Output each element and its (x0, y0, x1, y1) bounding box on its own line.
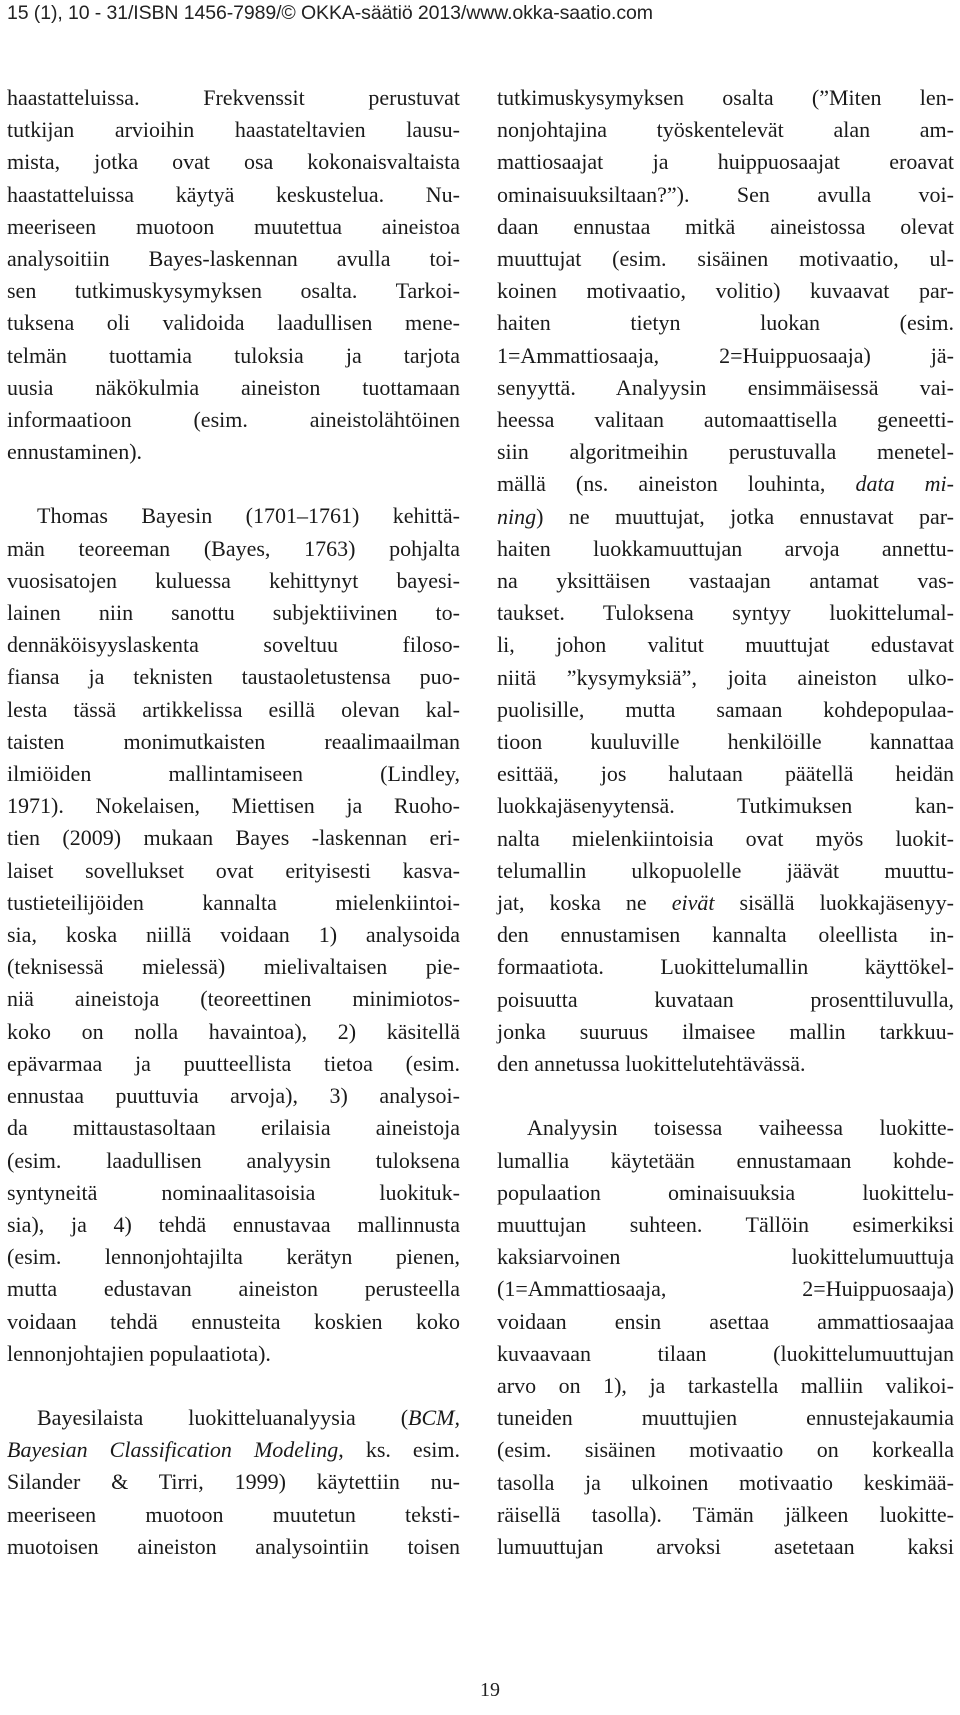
text-line: ominaisuuksiltaan?”). Sen avulla voi- (497, 181, 954, 207)
text-line: kuvaavaan tilaan (luokittelumuuttujan (497, 1340, 954, 1366)
text-line: mattiosaajat ja huippuosaajat eroavat (497, 149, 954, 175)
text-line: sia), ja 4) tehdä ennustavaa mallinnusta (7, 1211, 460, 1237)
text-line: kaksiarvoinen luokittelumuuttuja (497, 1244, 954, 1270)
text-line: telumallin ulkopuolelle jäävät muuttu- (497, 857, 954, 883)
paragraph (7, 82, 460, 468)
text-line: tasolla ja ulkoinen motivaatio keskimää- (497, 1469, 954, 1495)
text-line: laiset sovellukset ovat erityisesti kasva- (7, 857, 460, 883)
text-line: tutkijan arvioihin haastateltavien lausu- (7, 117, 460, 143)
text-run: ) ne muuttujat, jotka ennustavat par- (536, 503, 954, 529)
text-line: haiten tietyn luokan (esim. (497, 310, 954, 336)
text-line: (esim. sisäinen motivaatio on korkealla (497, 1437, 954, 1463)
right-column (497, 82, 954, 1563)
text-line: 1=Ammattiosaaja, 2=Huippuosaaja) jä- (497, 342, 954, 368)
text-line: tuneiden muuttujien ennustejakaumia (497, 1405, 954, 1431)
text-line (7, 1402, 460, 1434)
text-line: den annetussa luokittelutehtävässä. (497, 1051, 806, 1077)
text-line: ennustaminen). (7, 439, 143, 465)
text-line: (teknisessä mielessä) mielivaltaisen pie- (7, 954, 460, 980)
italic-run: ning (497, 503, 537, 529)
text-line: fiansa ja teknisten taustaoletustensa puo- (7, 664, 460, 690)
text-line: tioon kuuluville henkilöille kannattaa (497, 729, 954, 755)
text-line: (1=Ammattiosaaja, 2=Huippuosaaja) (497, 1276, 954, 1302)
text-line: lumallia käytetään ennustamaan kohde- (497, 1147, 954, 1173)
text-line: vuosisatojen kuluessa kehittynyt bayesi- (7, 567, 460, 593)
text-line: voidaan ensin asettaa ammattiosaajaa (497, 1308, 954, 1334)
text-line: li, johon valitut muuttujat edustavat (497, 632, 954, 658)
text-line: poisuutta kuvataan prosenttiluvulla, (497, 986, 954, 1012)
text-line: nalta mielenkiintoisia ovat myös luokit- (497, 825, 954, 851)
text-line: puolisille, mutta samaan kohdepopulaa- (497, 696, 954, 722)
text-line: lennonjohtajien populaatiota). (7, 1340, 271, 1366)
text-line: tien (2009) mukaan Bayes -laskennan eri- (7, 825, 460, 851)
italic-run: eivät (671, 890, 715, 916)
text-line: informaatioon (esim. aineistolähtöinen (7, 407, 460, 433)
journal-header: 15 (1), 10 - 31/ISBN 1456-7989/© OKKA-säätiö 2013/www.okka-saatio.com (7, 2, 653, 24)
text-line: mista, jotka ovat osa kokonaisvaltaista (7, 149, 460, 175)
text-line: niä aineistoja (teoreettinen minimiotos- (7, 986, 460, 1012)
left-column (7, 82, 460, 1563)
paragraph (497, 82, 954, 1080)
text-line: daan ennustaa mitkä aineistossa olevat (497, 213, 954, 239)
text-line: tuksena oli validoida laadullisen mene- (7, 310, 460, 336)
text-line: koko on nolla havaintoa), 2) käsitellä (7, 1018, 460, 1044)
text-line: ennustaa puuttuvia arvoja), 3) analysoi- (7, 1083, 460, 1109)
text-line: Thomas Bayesin (1701–1761) kehittä- (37, 503, 460, 529)
text-line: niitä ”kysymyksiä”, joita aineiston ulko- (497, 664, 954, 690)
page-number: 19 (480, 1679, 500, 1701)
text-line: lainen niin sanottu subjektiivinen to- (7, 600, 460, 626)
text-line: arvo on 1), ja tarkastella malliin valikoi- (497, 1372, 954, 1398)
text-line: haastatteluissa. Frekvenssit perustuvat (7, 85, 460, 110)
italic-run: BCM, (408, 1404, 460, 1430)
text-run: jat, koska ne (497, 890, 672, 916)
text-line: jonka suuruus ilmaisee mallin tarkkuu- (497, 1018, 954, 1044)
text-line: haastatteluissa käytyä keskustelua. Nu- (7, 181, 460, 207)
text-line: meeriseen muotoon muutetun teksti- (7, 1501, 460, 1527)
text-line: formaatiota. Luokittelumallin käyttökel- (497, 954, 954, 980)
text-line: epävarmaa ja puutteellista tietoa (esim. (7, 1050, 460, 1076)
text-line (497, 887, 954, 919)
text-line: siin algoritmeihin perustuvalla menetel- (497, 439, 954, 465)
text-line: koinen motivaatio, volitio) kuvaavat par- (497, 278, 954, 304)
text-line: uusia näkökulmia aineiston tuottamaan (7, 374, 460, 400)
text-run: mällä (ns. aineiston louhinta, (497, 471, 856, 497)
text-line: räisellä tasolla). Tämän jälkeen luokitte- (497, 1501, 954, 1527)
text-line: muuttujan suhteen. Tällöin esimerkiksi (497, 1211, 954, 1237)
text-line: män teoreeman (Bayes, 1763) pohjalta (7, 535, 460, 561)
text-line: dennäköisyyslaskenta soveltuu filoso- (7, 632, 460, 658)
text-line: syntyneitä nominaalitasoisia luokituk- (7, 1179, 460, 1205)
text-line: luokkajäsenyytensä. Tutkimuksen kan- (497, 793, 954, 819)
text-line: taisten monimutkaisten reaalimaailman (7, 728, 460, 754)
text-line: ilmiöiden mallintamiseen (Lindley, (7, 761, 460, 787)
paragraph (7, 500, 460, 1369)
text-line: tustieteilijöiden kannalta mielenkiintoi- (7, 889, 460, 915)
text-line: nonjohtajina työskentelevät alan am- (497, 117, 954, 143)
text-line: taukset. Tuloksena syntyy luokittelumal- (497, 600, 954, 626)
text-line: senyyttä. Analyysin ensimmäisessä vai- (497, 374, 954, 400)
text-run: , ks. esim. (338, 1437, 460, 1463)
text-line: haiten luokkamuuttujan arvoja annettu- (497, 535, 954, 561)
text-line: 1971). Nokelaisen, Miettisen ja Ruoho- (7, 793, 460, 819)
text-line (497, 468, 954, 500)
text-line: sia, koska niillä voidaan 1) analysoida (7, 922, 460, 948)
text-line: lumuuttujan arvoksi asetetaan kaksi (497, 1533, 954, 1559)
italic-run: data mi- (855, 471, 954, 497)
text-line: muotoisen aineiston analysointiin toisen (7, 1533, 460, 1559)
paragraph (497, 1112, 954, 1563)
text-line: sen tutkimuskysymyksen osalta. Tarkoi- (7, 278, 460, 304)
text-line: muuttujat (esim. sisäinen motivaatio, ul- (497, 246, 954, 272)
text-line: den ennustamisen kannalta oleellista in- (497, 922, 954, 948)
text-line: lesta tässä artikkelissa esillä olevan kal- (7, 696, 460, 722)
text-line (497, 501, 954, 533)
text-line: heessa valitaan automaattisella geneetti- (497, 407, 954, 433)
text-line: (esim. laadullisen analyysin tuloksena (7, 1147, 460, 1173)
text-line: analysoitiin Bayes-laskennan avulla toi- (7, 246, 460, 272)
text-run: Bayesilaista luokitteluanalyysia ( (37, 1404, 409, 1430)
text-line (7, 1434, 460, 1466)
paragraph (7, 1402, 460, 1563)
text-line: tutkimuskysymyksen osalta (”Miten len- (497, 85, 954, 110)
text-line: meeriseen muotoon muutettua aineistoa (7, 213, 460, 239)
text-line: da mittaustasoltaan erilaisia aineistoja (7, 1115, 460, 1141)
text-run: sisällä luokkajäsenyy- (714, 890, 954, 916)
italic-run: Bayesian Classification Modeling (7, 1437, 339, 1463)
text-line: populaation ominaisuuksia luokittelu- (497, 1179, 954, 1205)
text-line: na yksittäisen vastaajan antamat vas- (497, 568, 954, 594)
text-line: mutta edustavan aineiston perusteella (7, 1276, 460, 1302)
text-line: (esim. lennonjohtajilta kerätyn pienen, (7, 1244, 460, 1270)
text-line: voidaan tehdä ennusteita koskien koko (7, 1308, 460, 1334)
text-line: telmän tuottamia tuloksia ja tarjota (7, 342, 460, 368)
text-line: Silander & Tirri, 1999) käytettiin nu- (7, 1469, 460, 1495)
text-line: Analyysin toisessa vaiheessa luokitte- (527, 1115, 954, 1141)
text-line: esittää, jos halutaan päätellä heidän (497, 761, 954, 787)
